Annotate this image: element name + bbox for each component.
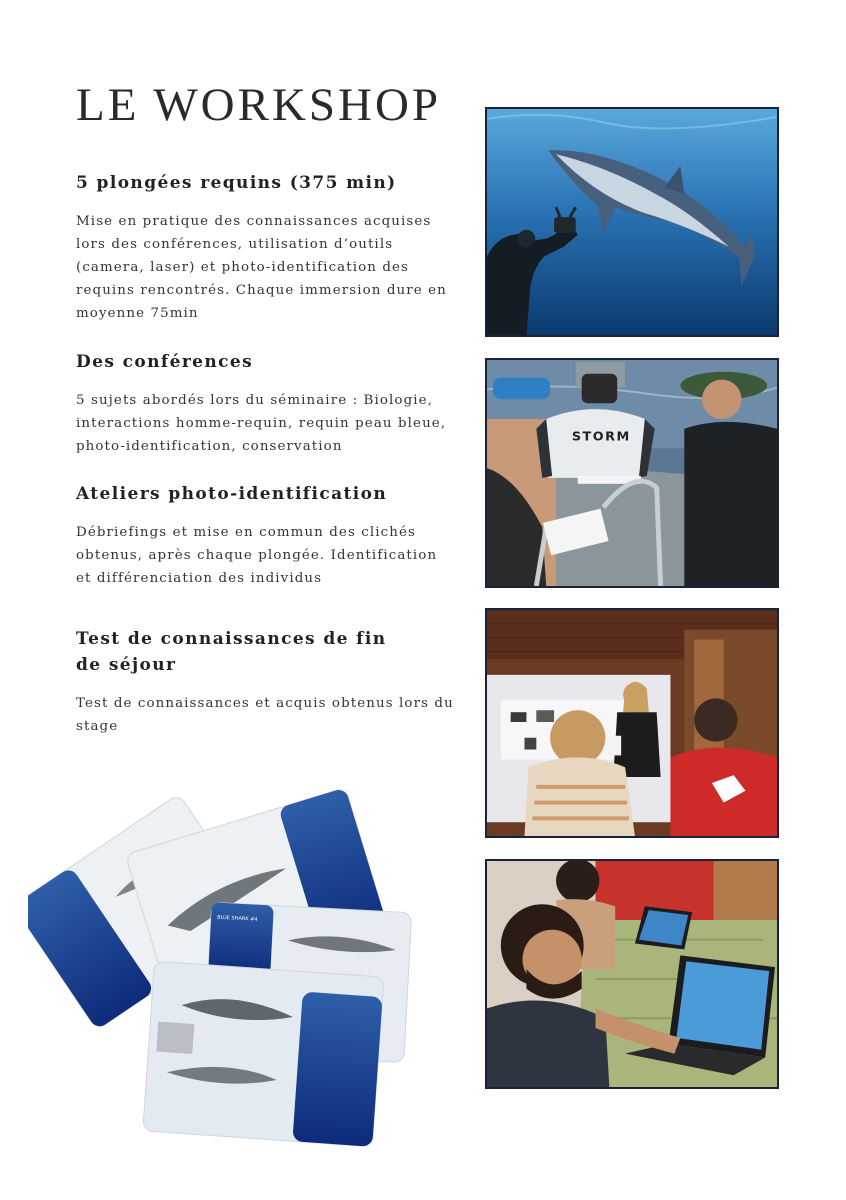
shark-id-cards-image [28,780,428,1160]
section-body: Mise en pratique des connaissances acquises lors des conférences, utilisation d’outils (camera, laser) et photo-identification des requins rencontrés. Chaque immersion dure en moyenne 75min [76,214,447,321]
photo-presentation [485,608,779,838]
section-conferences [76,349,456,458]
section-heading [76,626,456,678]
section-body: Test de connaissances et acquis obtenus lors du stage [76,696,454,734]
photo-laptop-workshop [485,859,779,1089]
section-body: 5 sujets abordés lors du séminaire : Biologie, interactions homme-requin, requin peau bleue, photo-identification, conservation [76,393,447,454]
section-photo-id-workshops [76,481,456,590]
shirt-text: STORM [571,429,631,445]
id-card-4 [143,961,384,1147]
section-shark-dives [76,170,456,325]
section-heading: 5 plongées requins (375 min) [76,173,397,193]
card-label: BLUE SHARK #4 [216,914,258,923]
presentation-image [487,610,777,836]
photo-shark-dive [485,107,779,337]
section-heading-line2: de séjour [76,655,177,675]
section-heading-line1: Test de connaissances de fin [76,629,387,649]
shark-dive-image [487,109,777,335]
section-heading: Des conférences [76,352,254,372]
photo-boat-team [485,358,779,588]
laptop-workshop-image [487,861,777,1087]
shark-id-cards [28,780,428,1160]
boat-team-image [487,360,777,586]
page-title: LE WORKSHOP [76,79,442,131]
section-final-test [76,626,456,738]
section-heading: Ateliers photo-identification [76,484,388,504]
section-body: Débriefings et mise en commun des clichés obtenus, après chaque plongée. Identification et différenciation des individus [76,525,438,586]
